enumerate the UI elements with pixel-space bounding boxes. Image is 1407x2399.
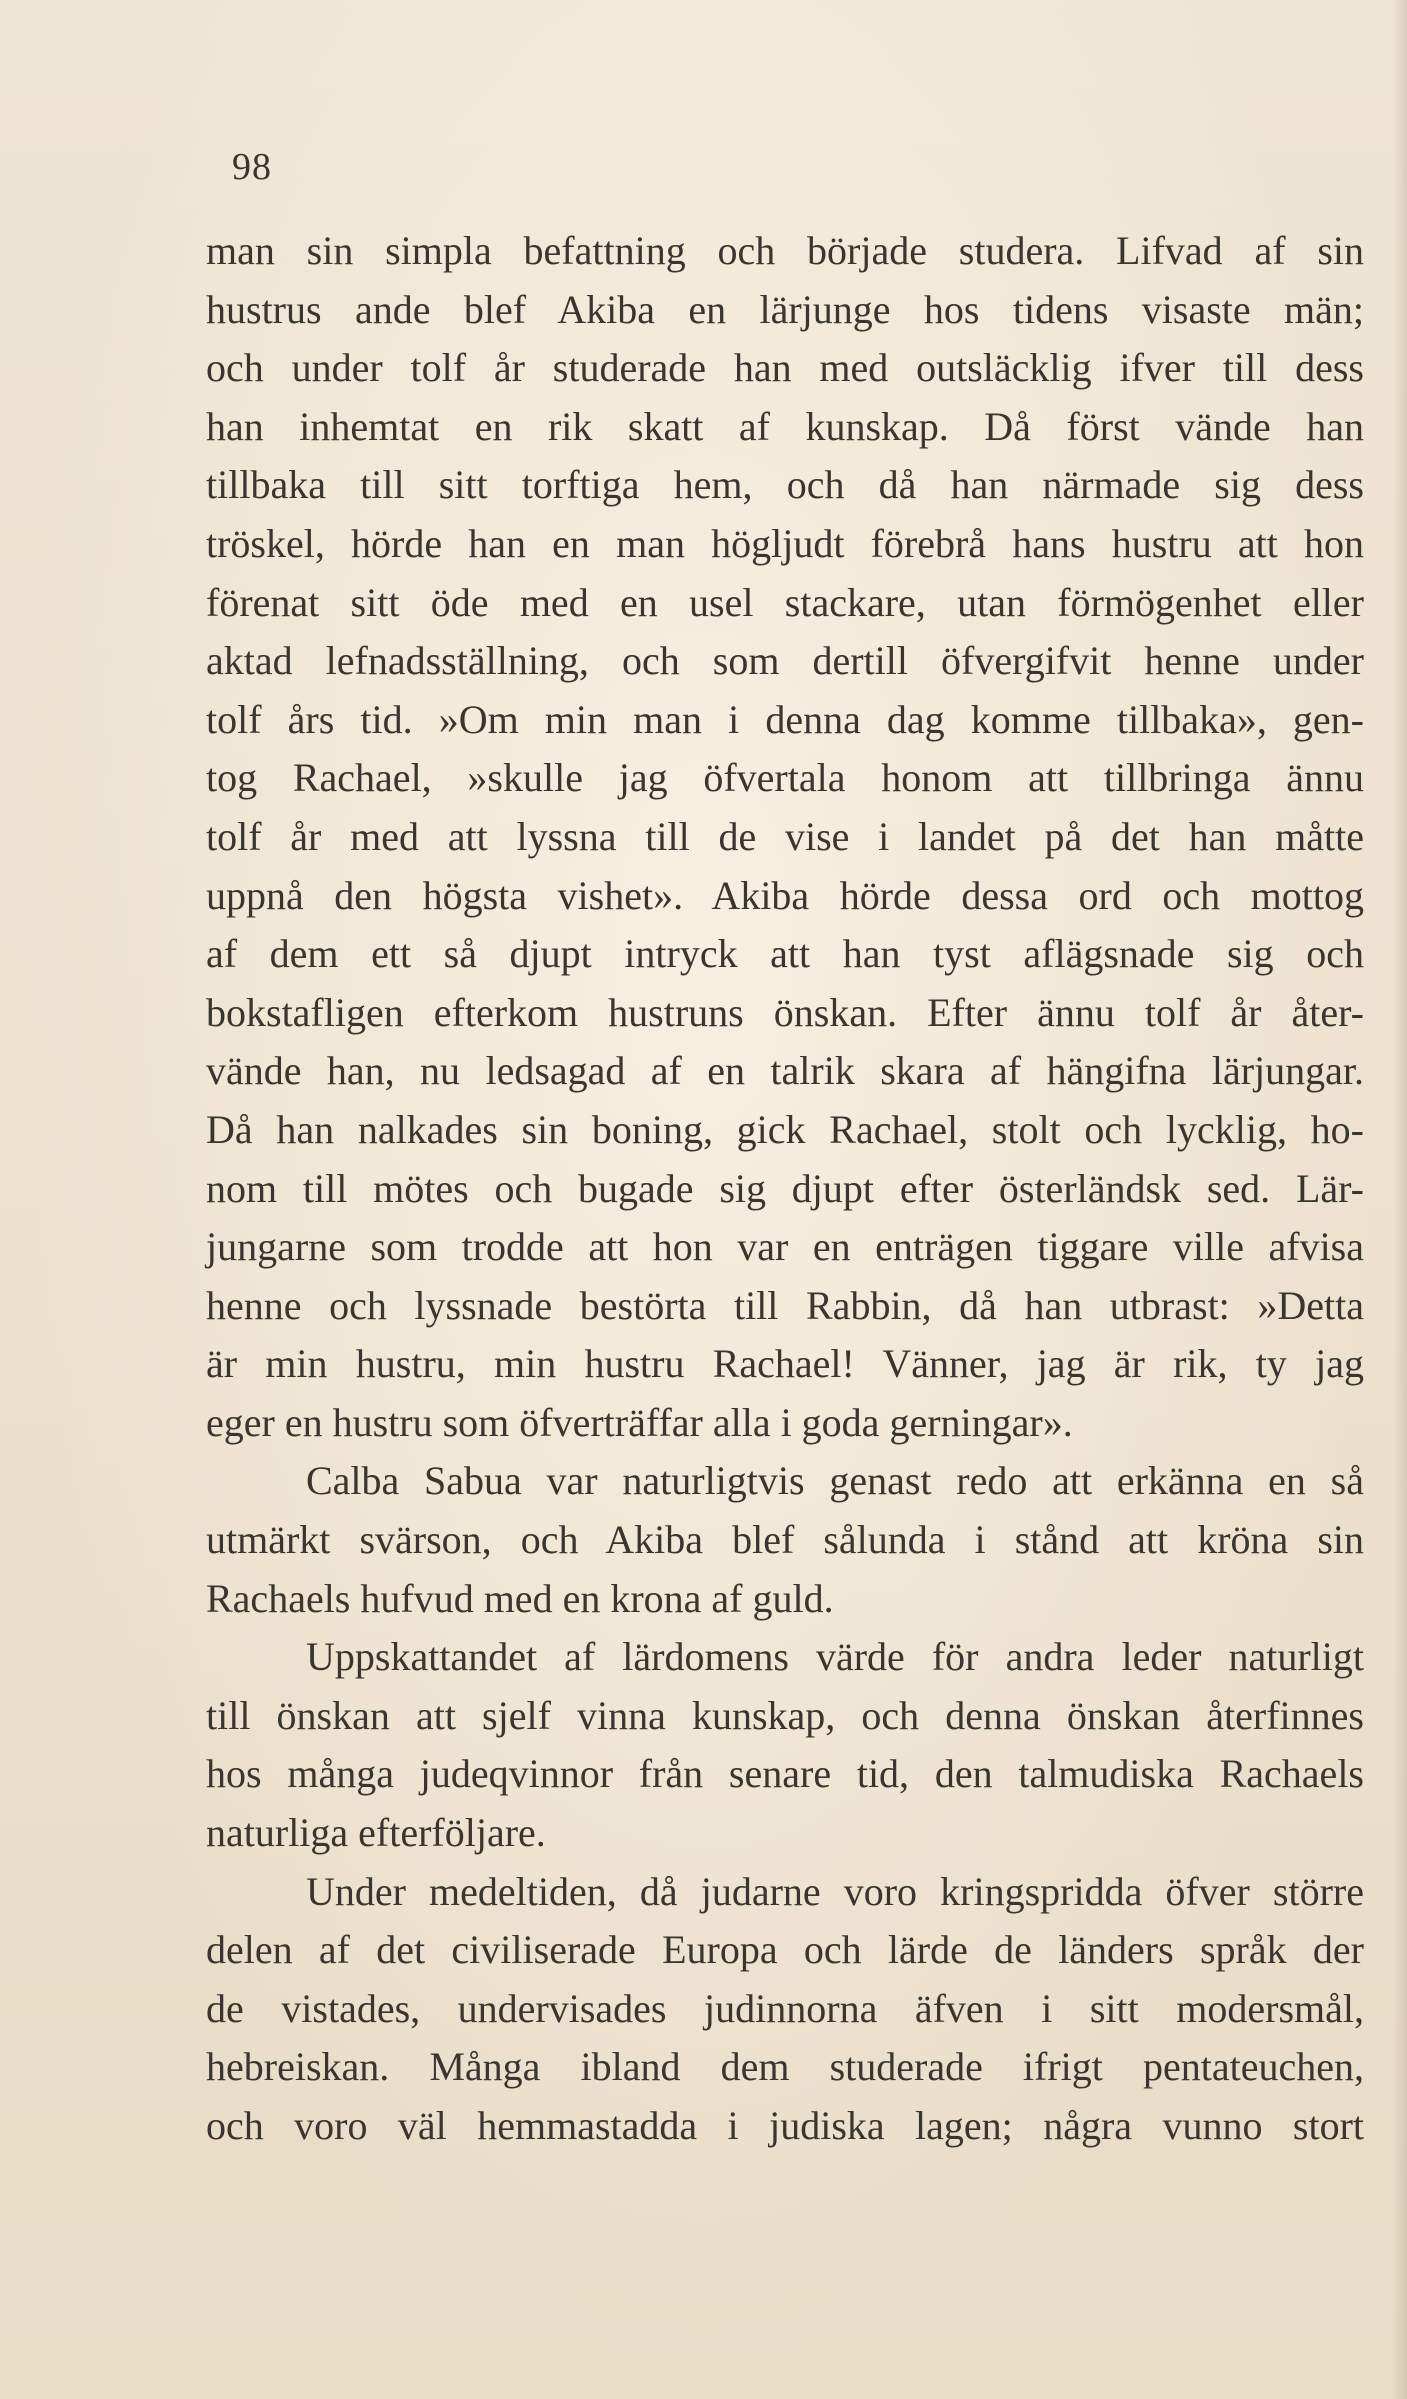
page-number: 98	[232, 146, 272, 188]
text-line: han inhemtat en rik skatt af kunskap. Då först vände han	[206, 403, 1364, 449]
text-line: man sin simpla befattning och började studera. Lifvad af sin	[206, 228, 1364, 273]
text-line: af dem ett så djupt intryck att han tyst aflägsnade sig och	[206, 931, 1364, 977]
text-line: tolf års tid. »Om min man i denna dag komme tillbaka», gen-	[206, 696, 1364, 742]
text-line: vände han, nu ledsagad af en talrik skara af hängifna lärjungar.	[206, 1048, 1364, 1094]
text-line: Uppskattandet af lärdomens värde för andra leder naturligt	[306, 1634, 1364, 1680]
text-line: utmärkt svärson, och Akiba blef sålunda i stånd att kröna sin	[206, 1517, 1364, 1563]
text-line: aktad lefnadsställning, och som dertill öfvergifvit henne under	[206, 638, 1364, 684]
text-line: eger en hustru som öfverträffar alla i goda gerningar».	[206, 1399, 1073, 1445]
text-line: uppnå den högsta vishet». Akiba hörde dessa ord och mottog	[206, 872, 1364, 918]
text-line: Calba Sabua var naturligtvis genast redo att erkänna en så	[306, 1458, 1364, 1504]
text-line: hos många judeqvinnor från senare tid, den talmudiska Rachaels	[206, 1751, 1364, 1797]
body-text	[206, 222, 1364, 2156]
text-line: tröskel, hörde han en man högljudt förebrå hans hustru att hon	[206, 520, 1364, 566]
text-line: och voro väl hemmastadda i judiska lagen; några vunno stort	[206, 2103, 1364, 2148]
text-line: och under tolf år studerade han med outsläcklig ifver till dess	[206, 345, 1364, 391]
text-line: tog Rachael, »skulle jag öfvertala honom att tillbringa ännu	[206, 755, 1364, 801]
text-line: de vistades, undervisades judinnorna äfven i sitt modersmål,	[206, 1985, 1364, 2031]
text-line: till önskan att sjelf vinna kunskap, och denna önskan återfinnes	[206, 1692, 1364, 1738]
text-line: delen af det civiliserade Europa och lärde de länders språk der	[206, 1927, 1364, 1973]
text-line: hebreiskan. Många ibland dem studerade ifrigt pentateuchen,	[206, 2044, 1364, 2090]
text-line: naturliga efterföljare.	[206, 1810, 546, 1856]
text-line: förenat sitt öde med en usel stackare, utan förmögenhet eller	[206, 579, 1364, 625]
text-line: är min hustru, min hustru Rachael! Vänner, jag är rik, ty jag	[206, 1341, 1364, 1387]
text-line: Under medeltiden, då judarne voro kringspridda öfver större	[306, 1868, 1364, 1914]
text-line: tolf år med att lyssna till de vise i landet på det han måtte	[206, 813, 1364, 859]
text-line: bokstafligen efterkom hustruns önskan. Efter ännu tolf år åter-	[206, 989, 1364, 1035]
text-line: henne och lyssnade bestörta till Rabbin, då han utbrast: »Detta	[206, 1282, 1364, 1328]
text-line: jungarne som trodde att hon var en enträgen tiggare ville afvisa	[206, 1224, 1364, 1270]
text-line: hustrus ande blef Akiba en lärjunge hos tidens visaste män;	[206, 286, 1364, 332]
text-line: tillbaka till sitt torftiga hem, och då han närmade sig dess	[206, 462, 1364, 508]
page-edge-shadow	[1393, 0, 1407, 2399]
text-line: Då han nalkades sin boning, gick Rachael, stolt och lycklig, ho-	[206, 1106, 1364, 1152]
text-line: nom till mötes och bugade sig djupt efter österländsk sed. Lär-	[206, 1165, 1364, 1211]
text-line: Rachaels hufvud med en krona af guld.	[206, 1575, 834, 1621]
